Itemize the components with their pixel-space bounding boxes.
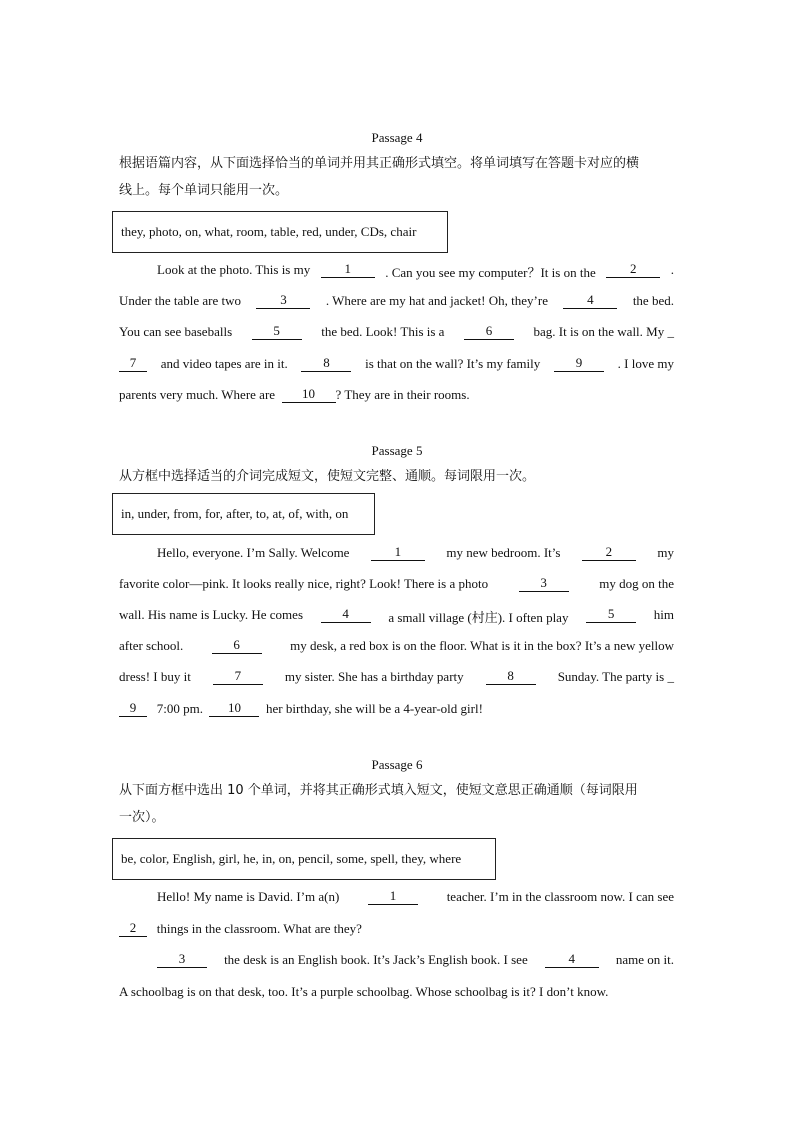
blank-4-4[interactable]: 4 bbox=[563, 293, 617, 309]
passage-5-title: Passage 5 bbox=[371, 443, 423, 458]
blank-5-3[interactable]: 3 bbox=[519, 576, 569, 592]
passage-6-line-4: A schoolbag is on that desk, too. It’s a purple schoolbag. Whose schoolbag is it? I don’t know. bbox=[119, 984, 609, 999]
blank-4-7[interactable]: 7 bbox=[119, 356, 147, 372]
passage-4-line-5: parents very much. Where are 10 ? They are in their rooms. bbox=[119, 386, 470, 402]
blank-6-3[interactable]: 3 bbox=[157, 952, 207, 968]
passage-6-line-1: Hello! My name is David. I’m a(n) 1 teacher. I’m in the classroom now. I can see bbox=[157, 888, 674, 904]
blank-6-1[interactable]: 1 bbox=[368, 889, 418, 905]
passage-4-line-4: 7 and video tapes are in it. 8 is that on the wall? It’s my family 9 . I love my bbox=[119, 356, 674, 372]
passage-5-word-box: in, under, from, for, after, to, at, of, with, on bbox=[112, 493, 375, 535]
blank-4-1[interactable]: 1 bbox=[321, 262, 375, 278]
passage-5-line-3: wall. His name is Lucky. He comes 4 a small village (村庄). I often play 5 him bbox=[119, 606, 674, 625]
blank-4-2[interactable]: 2 bbox=[606, 262, 660, 278]
blank-6-2[interactable]: 2 bbox=[119, 921, 147, 937]
blank-4-3[interactable]: 3 bbox=[256, 293, 310, 309]
passage-5-line-4: after school. 6 my desk, a red box is on the floor. What is it in the box? It’s a new yellow bbox=[119, 637, 674, 653]
passage-4-line-2: Under the table are two 3 . Where are my hat and jacket! Oh, they’re 4 the bed. bbox=[119, 292, 674, 308]
passage-4-instructions: 根据语篇内容，从下面选择恰当的单词并用其正确形式填空。将单词填写在答题卡对应的横 线上。每个单词只能用一次。 bbox=[119, 156, 640, 198]
passage-5-line-1: Hello, everyone. I’m Sally. Welcome 1 my new bedroom. It’s 2 my bbox=[157, 544, 674, 560]
blank-5-10[interactable]: 10 bbox=[209, 701, 259, 717]
passage-6-word-box: be, color, English, girl, he, in, on, pencil, some, spell, they, where bbox=[112, 838, 496, 880]
passage-4-line-1: Look at the photo. This is my 1 . Can you see my computer？It is on the 2 . bbox=[157, 261, 674, 280]
passage-4-title: Passage 4 bbox=[371, 130, 423, 145]
blank-6-4[interactable]: 4 bbox=[545, 952, 599, 968]
blank-5-2[interactable]: 2 bbox=[582, 545, 636, 561]
passage-5-line-6: 9 7:00 pm. 10 her birthday, she will be a 4-year-old girl! bbox=[119, 701, 674, 717]
passage-6-instructions: 从下面方框中选出 10 个单词，并将其正确形式填入短文，使短文意思正确通顺（每词限用 一次）。 bbox=[119, 783, 638, 825]
blank-4-5[interactable]: 5 bbox=[252, 324, 302, 340]
passage-6-title: Passage 6 bbox=[371, 757, 423, 772]
blank-5-7[interactable]: 7 bbox=[213, 669, 263, 685]
blank-5-4[interactable]: 4 bbox=[321, 607, 371, 623]
blank-4-10[interactable]: 10 bbox=[282, 387, 336, 403]
blank-4-8[interactable]: 8 bbox=[301, 356, 351, 372]
blank-4-9[interactable]: 9 bbox=[554, 356, 604, 372]
passage-6-line-2: 2 things in the classroom. What are they? bbox=[119, 921, 674, 937]
blank-5-5[interactable]: 5 bbox=[586, 607, 636, 623]
passage-5-instructions: 从方框中选择适当的介词完成短文，使短文完整、通顺。每词限用一次。 bbox=[119, 469, 536, 484]
blank-5-1[interactable]: 1 bbox=[371, 545, 425, 561]
passage-5-line-2: favorite color—pink. It looks really nice, right? Look! There is a photo 3 my dog on the bbox=[119, 575, 674, 591]
passage-5-line-5: dress! I buy it 7 my sister. She has a birthday party 8 Sunday. The party is _ bbox=[119, 668, 674, 684]
passage-4-line-3: You can see baseballs 5 the bed. Look! This is a 6 bag. It is on the wall. My _ bbox=[119, 323, 674, 339]
blank-5-6[interactable]: 6 bbox=[212, 638, 262, 654]
passage-6-line-3: 3 the desk is an English book. It’s Jack’s English book. I see 4 name on it. bbox=[119, 952, 674, 968]
blank-5-9[interactable]: 9 bbox=[119, 701, 147, 717]
blank-4-6[interactable]: 6 bbox=[464, 324, 514, 340]
blank-5-8[interactable]: 8 bbox=[486, 669, 536, 685]
passage-4-word-box: they, photo, on, what, room, table, red, under, CDs, chair bbox=[112, 211, 448, 253]
